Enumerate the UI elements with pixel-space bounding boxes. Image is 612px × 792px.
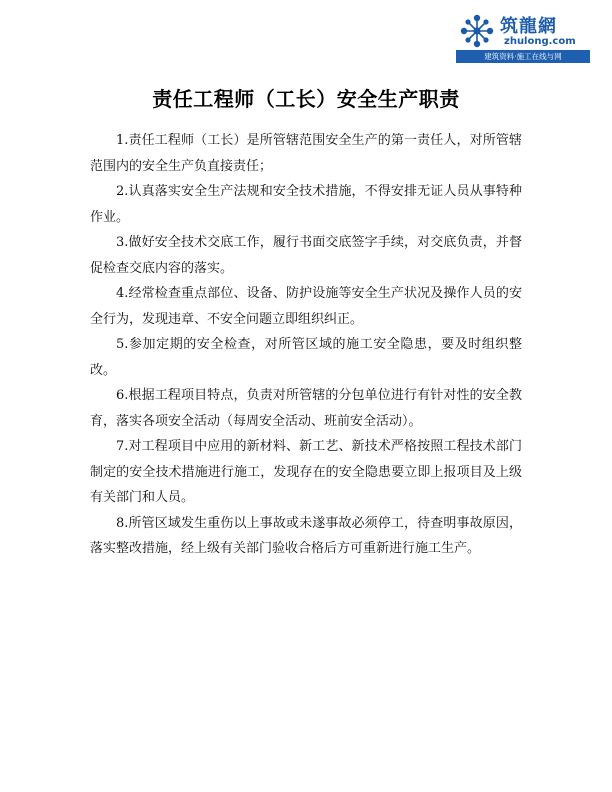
zhulong-snowflake-icon [458, 12, 496, 50]
logo-slogan: 建筑资料·施工在线与网 [456, 50, 590, 63]
logo-name: 筑龍網 [500, 16, 557, 37]
document-title: 责任工程师（工长）安全生产职责 [152, 87, 460, 112]
logo-url: zhulong.com [504, 36, 576, 47]
paragraph-3: 3.做好安全技术交底工作，履行书面交底签字手续，对交底负责，并督促检查交底内容的落实。 [90, 235, 522, 276]
paragraph-1: 1.责任工程师（工长）是所管辖范围安全生产的第一责任人，对所管辖范围内的安全生产负直接责任； [90, 133, 522, 174]
paragraph-7: 7.对工程项目中应用的新材料、新工艺、新技术严格按照工程技术部门制定的安全技术措施进行施工，发现存在的安全隐患要立即上报项目及上级有关部门和人员。 [90, 439, 522, 505]
paragraph-4: 4.经常检查重点部位、设备、防护设施等安全生产状况及操作人员的安全行为，发现违章、不安全问题立即组织纠正。 [90, 286, 522, 327]
document-body [90, 128, 522, 562]
paragraph-5: 5.参加定期的安全检查，对所管区域的施工安全隐患，要及时组织整改。 [90, 337, 522, 378]
zhulong-logo [456, 10, 590, 62]
paragraph-2: 2.认真落实安全生产法规和安全技术措施，不得安排无证人员从事特种作业。 [90, 184, 522, 225]
paragraph-8: 8.所管区域发生重伤以上事故或未遂事故必须停工，待查明事故原因，落实整改措施，经上级有关部门验收合格后方可重新进行施工生产。 [90, 515, 522, 556]
paragraph-6: 6.根据工程项目特点，负责对所管辖的分包单位进行有针对性的安全教育，落实各项安全活动（每周安全活动、班前安全活动）。 [90, 388, 522, 429]
